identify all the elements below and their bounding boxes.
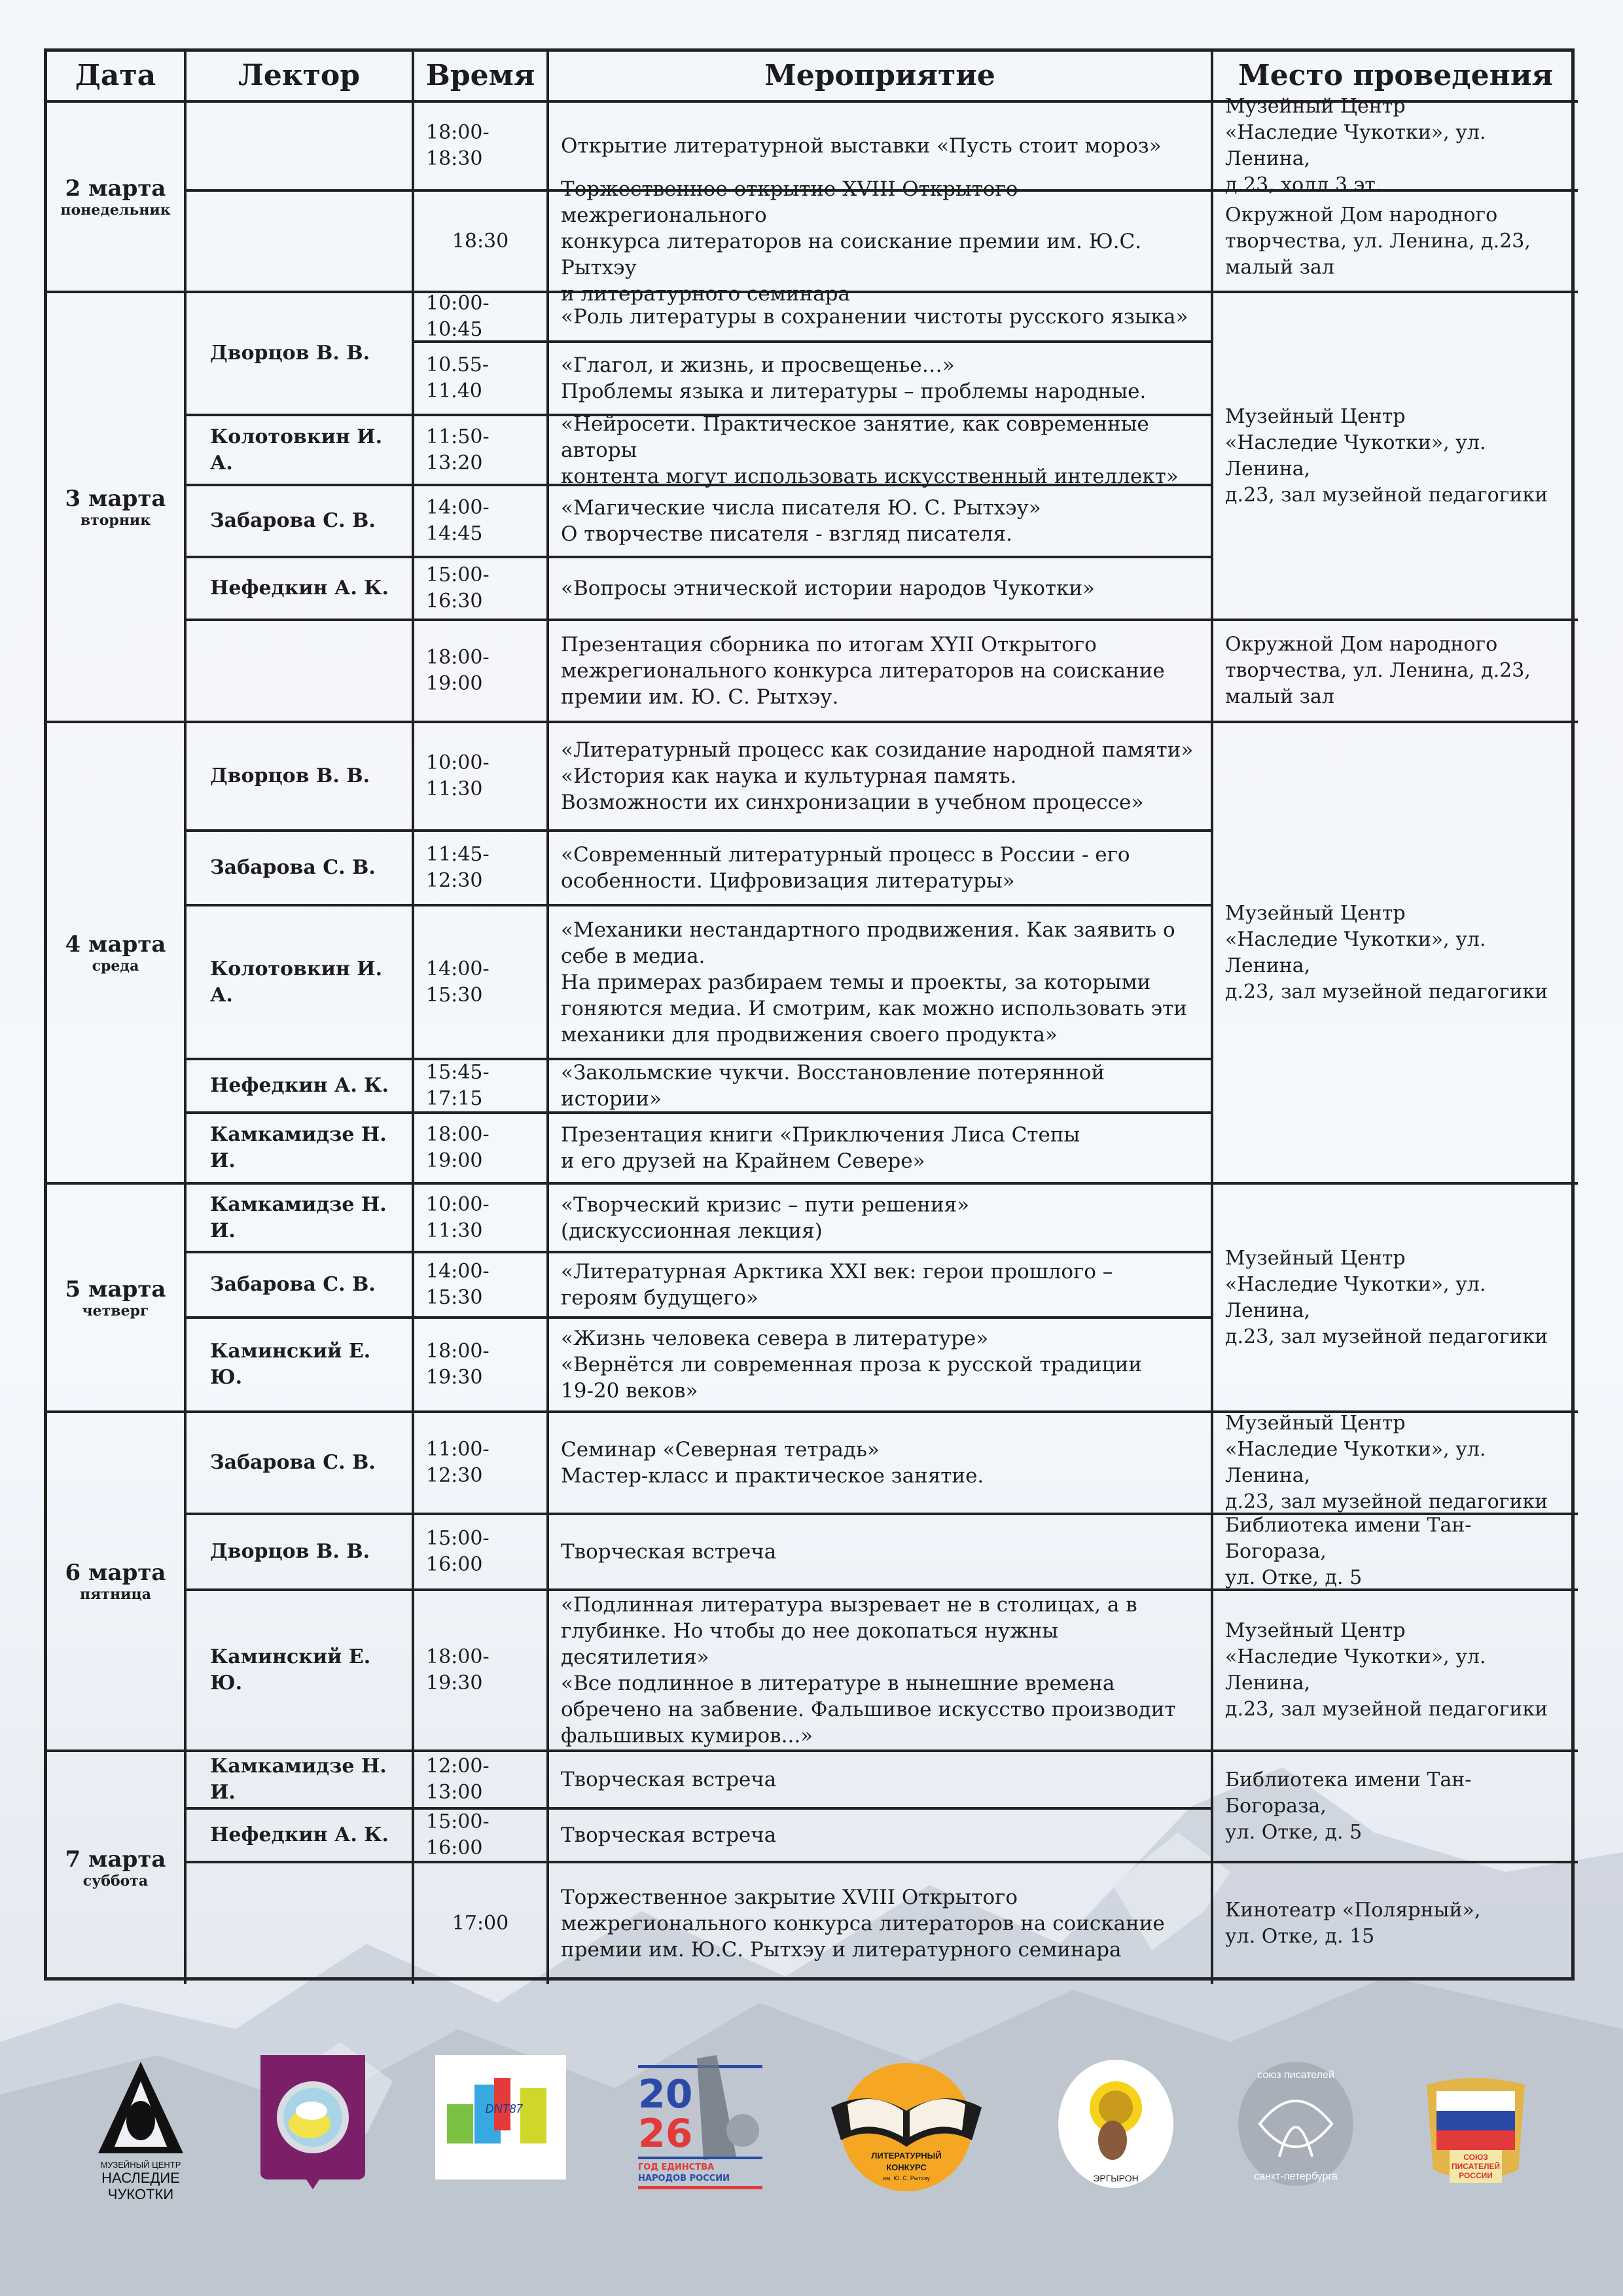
time-cell: 18:30	[414, 192, 549, 293]
time-cell: 18:00-19:30	[414, 1319, 549, 1413]
lecturer-cell: Колотовкин И. А.	[187, 416, 414, 486]
year-logo-line1: ГОД ЕДИНСТВА	[638, 2162, 715, 2172]
lecturer-cell	[187, 103, 414, 192]
time-cell: 15:00-16:00	[414, 1810, 549, 1863]
museum-logo-line2: НАСЛЕДИЕ	[101, 2170, 180, 2186]
museum-logo-line3: ЧУКОТКИ	[107, 2186, 174, 2202]
place-cell: Музейный Центр «Наследие Чукотки», ул. Ленина, д.23, зал музейной педагогики	[1213, 1591, 1578, 1752]
lecturer-cell: Камкамидзе Н. И.	[187, 1185, 414, 1253]
day-date: 5 марта	[65, 1276, 166, 1302]
day-cell	[47, 1413, 187, 1752]
place-cell: Окружной Дом народного творчества, ул. Ленина, д.23, малый зал	[1213, 192, 1578, 293]
place-cell: Музейный Центр «Наследие Чукотки», ул. Ленина, д.23, зал музейной педагогики	[1213, 1185, 1578, 1413]
spb-logo-top: союз писателей	[1257, 2070, 1334, 2081]
day-weekday: понедельник	[60, 201, 171, 219]
event-cell: Презентация сборника по итогам XYII Открытого межрегионального конкурса литераторов на соискание премии им. Ю. С. Рытхэу.	[549, 621, 1213, 723]
lecturer-cell: Дворцов В. В.	[187, 723, 414, 832]
day-weekday: среда	[92, 957, 139, 975]
spb-logo-bottom: санкт-петербурга	[1254, 2171, 1338, 2182]
day-date: 3 марта	[65, 485, 166, 512]
time-cell: 10:00-11:30	[414, 723, 549, 832]
event-cell: «Жизнь человека севера в литературе» «Вернётся ли современная проза к русской традиции 19-20 веков»	[549, 1319, 1213, 1413]
russia-writers-union-logo	[1420, 2058, 1531, 2189]
schedule-table	[44, 48, 1575, 1981]
day-weekday: суббота	[82, 1873, 149, 1890]
event-cell: «Нейросети. Практическое занятие, как современные авторы контента могут использовать искусственный интеллект»	[549, 416, 1213, 486]
event-cell: «Современный литературный процесс в России - его особенности. Цифровизация литературы»	[549, 832, 1213, 906]
event-cell: «Роль литературы в сохранении чистоты русского языка»	[549, 293, 1213, 343]
srr-logo-line1: СОЮЗ	[1463, 2153, 1488, 2162]
lecturer-cell: Забарова С. В.	[187, 832, 414, 906]
day-date: 4 марта	[65, 931, 166, 958]
event-cell: «Вопросы этнической истории народов Чукотки»	[549, 558, 1213, 621]
day-cell	[47, 1752, 187, 1984]
event-cell: «Магические числа писателя Ю. С. Рытхэу» О творчестве писателя - взгляд писателя.	[549, 486, 1213, 558]
header-date: Дата	[47, 52, 187, 103]
year-logo-bottom: 26	[638, 2111, 693, 2157]
event-cell: «Механики нестандартного продвижения. Как заявить о себе в медиа. На примерах разбираем темы и проекты, за которыми гоняются медиа. И смотрим, как можно использовать эти механики для продвижения своего продукта»	[549, 906, 1213, 1060]
event-cell: Торжественное закрытие XVIII Открытого межрегионального конкурса литераторов на соискание премии им. Ю.С. Рытхэу и литературного семинара	[549, 1863, 1213, 1984]
lecturer-cell: Забарова С. В.	[187, 1413, 414, 1515]
year-logo-top: 20	[638, 2072, 693, 2117]
header-lecturer: Лектор	[187, 52, 414, 103]
dnt-logo	[435, 2055, 566, 2179]
lecturer-cell	[187, 1863, 414, 1984]
lecturer-cell: Камкамидзе Н. И.	[187, 1752, 414, 1810]
event-cell: «Закольмские чукчи. Восстановление потерянной истории»	[549, 1060, 1213, 1114]
lecturer-cell: Каминский Е. Ю.	[187, 1319, 414, 1413]
time-cell: 11:00-12:30	[414, 1413, 549, 1515]
event-cell: «Литературный процесс как созидание народной памяти» «История как наука и культурная память. Возможности их синхронизации в учебном процессе»	[549, 723, 1213, 832]
ergyron-logo-name: ЭРГЫРОН	[1093, 2173, 1139, 2183]
srr-logo-line3: РОССИИ	[1459, 2171, 1493, 2180]
event-cell: «Подлинная литература вызревает не в столицах, а в глубинке. Но чтобы до нее докопаться нужны десятилетия» «Все подлинное в литературе в нынешние времена обречено на забвение. Фальшивое искусство производит фальшивых кумиров...»	[549, 1591, 1213, 1752]
event-cell: «Творческий кризис – пути решения» (дискуссионная лекция)	[549, 1185, 1213, 1253]
partner-logos	[0, 2042, 1623, 2212]
day-weekday: пятница	[80, 1586, 151, 1603]
time-cell: 10:00-11:30	[414, 1185, 549, 1253]
place-cell: Музейный Центр «Наследие Чукотки», ул. Ленина, д.23, зал музейной педагогики	[1213, 293, 1578, 621]
header-time: Время	[414, 52, 549, 103]
lecturer-cell: Нефедкин А. К.	[187, 1810, 414, 1863]
lecturer-cell: Нефедкин А. К.	[187, 1060, 414, 1114]
header-event: Мероприятие	[549, 52, 1213, 103]
day-date: 2 марта	[65, 175, 166, 202]
day-date: 7 марта	[65, 1846, 166, 1873]
event-cell: Семинар «Северная тетрадь» Мастер-класс и практическое занятие.	[549, 1413, 1213, 1515]
day-weekday: вторник	[80, 511, 151, 529]
day-date: 6 марта	[65, 1560, 166, 1586]
contest-logo-line3: им. Ю. С. Рытхэу	[883, 2175, 930, 2181]
time-cell: 15:45-17:15	[414, 1060, 549, 1114]
time-cell: 15:00-16:30	[414, 558, 549, 621]
museum-center-logo	[85, 2055, 196, 2206]
time-cell: 10:00-10:45	[414, 293, 549, 343]
event-cell: «Литературная Арктика XXI век: герои прошлого – героям будущего»	[549, 1253, 1213, 1319]
lecturer-cell: Дворцов В. В.	[187, 1515, 414, 1591]
place-cell: Библиотека имени Тан-Богораза, ул. Отке, д. 5	[1213, 1752, 1578, 1863]
time-cell: 14:00-15:30	[414, 906, 549, 1060]
spb-writers-union-logo	[1234, 2058, 1358, 2189]
dnt-logo-text: DNT87	[485, 2102, 523, 2115]
time-cell: 14:00-14:45	[414, 486, 549, 558]
lecturer-cell: Дворцов В. В.	[187, 293, 414, 416]
year-logo-line2: НАРОДОВ РОССИИ	[638, 2174, 730, 2183]
lecturer-cell: Забарова С. В.	[187, 486, 414, 558]
place-cell: Кинотеатр «Полярный», ул. Отке, д. 15	[1225, 1899, 1481, 1948]
day-cell	[47, 293, 187, 723]
lecturer-cell	[187, 192, 414, 293]
ergyron-ensemble-logo	[1057, 2058, 1175, 2189]
day-cell	[47, 103, 187, 293]
time-cell: 18:00-18:30	[414, 103, 549, 192]
contest-logo-line1: ЛИТЕРАТУРНЫЙ	[871, 2151, 942, 2161]
lecturer-cell: Нефедкин А. К.	[187, 558, 414, 621]
literary-contest-logo	[828, 2062, 985, 2193]
time-cell: 17:00	[414, 1863, 549, 1984]
event-cell: Творческая встреча	[549, 1752, 1213, 1810]
place-cell: Библиотека имени Тан-Богораза, ул. Отке, д. 5	[1213, 1515, 1578, 1591]
place-cell: Окружной Дом народного творчества, ул. Ленина, д.23, малый зал	[1213, 621, 1578, 723]
time-cell: 12:00-13:00	[414, 1752, 549, 1810]
time-cell: 11:45-12:30	[414, 832, 549, 906]
lecturer-cell: Камкамидзе Н. И.	[187, 1114, 414, 1185]
time-cell: 10.55-11.40	[414, 343, 549, 416]
year-of-unity-logo	[638, 2045, 769, 2193]
day-weekday: четверг	[82, 1302, 149, 1319]
srr-logo-line2: ПИСАТЕЛЕЙ	[1451, 2162, 1501, 2171]
place-cell: Музейный Центр «Наследие Чукотки», ул. Ленина, д.23, зал музейной педагогики	[1213, 723, 1578, 1185]
time-cell: 11:50-13:20	[414, 416, 549, 486]
event-cell: Презентация книги «Приключения Лиса Степы и его друзей на Крайнем Севере»	[549, 1114, 1213, 1185]
place-cell: Музейный Центр «Наследие Чукотки», ул. Ленина, д.23, зал музейной педагогики	[1213, 1413, 1578, 1515]
event-cell: «Глагол, и жизнь, и просвещенье…» Проблемы языка и литературы – проблемы народные.	[549, 343, 1213, 416]
header-place: Место проведения	[1213, 52, 1578, 103]
lecturer-cell: Колотовкин И. А.	[187, 906, 414, 1060]
lecturer-cell: Забарова С. В.	[187, 1253, 414, 1319]
museum-logo-line1: МУЗЕЙНЫЙ ЦЕНТР	[100, 2160, 181, 2170]
chukotka-coat-of-arms	[260, 2055, 365, 2193]
event-cell: Торжественное открытие XVIII Открытого межрегионального конкурса литераторов на соискание премии им. Ю.С. Рытхэу и литературного семинара	[549, 192, 1213, 293]
time-cell: 15:00-16:00	[414, 1515, 549, 1591]
event-cell: Творческая встреча	[549, 1810, 1213, 1863]
time-cell: 18:00-19:00	[414, 1114, 549, 1185]
contest-logo-line2: КОНКУРС	[886, 2162, 927, 2172]
time-cell: 18:00-19:00	[414, 621, 549, 723]
lecturer-cell: Каминский Е. Ю.	[187, 1591, 414, 1752]
time-cell: 14:00-15:30	[414, 1253, 549, 1319]
day-cell	[47, 723, 187, 1185]
event-cell: Творческая встреча	[549, 1515, 1213, 1591]
time-cell: 18:00-19:30	[414, 1591, 549, 1752]
day-cell	[47, 1185, 187, 1413]
event-cell: Открытие литературной выставки «Пусть стоит мороз»	[549, 103, 1213, 192]
place-cell: Музейный Центр «Наследие Чукотки», ул. Ленина, д.23, холл 3 эт.	[1213, 103, 1578, 192]
lecturer-cell	[187, 621, 414, 723]
